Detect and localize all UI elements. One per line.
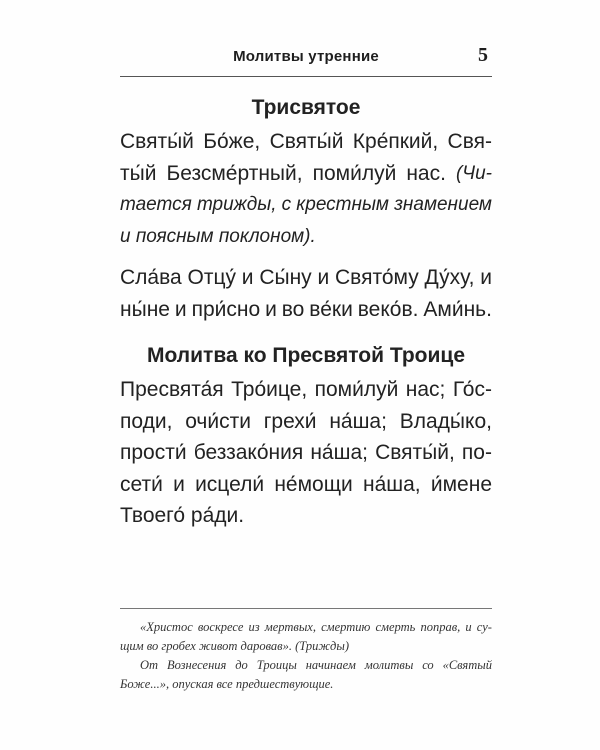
text-line: [120, 374, 492, 406]
word: Безсме́ртный,: [166, 161, 303, 185]
word: и́мене: [430, 472, 492, 496]
text-line: [120, 437, 492, 469]
word: Пресвята́я: [120, 378, 224, 401]
rubric-word: тается: [120, 194, 192, 215]
word: при́сно: [191, 297, 261, 321]
rubric-word: знамением: [394, 194, 492, 215]
footnote-paschal: [120, 618, 492, 656]
word: из: [248, 620, 260, 634]
word: Тро́ице,: [231, 378, 308, 401]
paragraph-slava: [120, 262, 492, 325]
word: мертвых,: [264, 620, 316, 634]
word: Сла́ва: [120, 266, 182, 289]
rubric-line: [120, 189, 492, 221]
word: смертию: [321, 620, 371, 634]
word: очи́сти: [185, 409, 251, 433]
word: на́ша;: [329, 409, 387, 433]
page-number: 5: [478, 44, 488, 66]
word: «Святый: [442, 658, 492, 672]
word: Святы́й: [269, 130, 344, 153]
word: Ду́ху,: [424, 266, 475, 289]
word: От: [140, 658, 159, 672]
word: грехи́: [263, 409, 317, 433]
word: Кре́пкий,: [352, 130, 439, 153]
footnote-rule: [120, 608, 492, 609]
word: Святы́й: [120, 130, 194, 153]
word: и: [241, 266, 254, 289]
word: Сы́ну: [259, 266, 312, 289]
word: беззако́ния: [193, 441, 304, 464]
word: на́ша;: [310, 441, 368, 464]
footnote-line: [120, 637, 492, 656]
rubric-word: (Чи-: [455, 162, 492, 184]
word: сети́: [120, 472, 163, 496]
word: прости́: [120, 441, 187, 464]
paragraph-troitse: [120, 374, 492, 532]
word: Святы́й,: [375, 441, 455, 464]
footnote-line: [120, 656, 492, 675]
word: Влады́ко,: [399, 409, 492, 433]
word: поди,: [120, 409, 173, 433]
heading-troitse: Молитва ко Пресвятой Троице: [146, 344, 466, 367]
word: «Христос: [140, 620, 193, 634]
word: поми́луй: [312, 161, 397, 185]
word: и: [265, 297, 277, 321]
text-line: [120, 469, 492, 501]
word: со: [422, 658, 434, 672]
paragraph-trisvyatoe: [120, 126, 492, 252]
running-head: [120, 44, 492, 78]
word: Бо́же,: [203, 130, 261, 153]
word: и: [480, 266, 492, 289]
rubric-text: и поясным поклоном).: [120, 225, 316, 247]
word: су-: [476, 620, 492, 634]
running-head-title: Молитвы утренние: [233, 48, 379, 65]
word: веко́в.: [357, 297, 419, 321]
word: воскресе: [197, 620, 244, 634]
word: и: [465, 620, 472, 634]
word: нас;: [405, 378, 446, 401]
word: ве́ки: [309, 297, 353, 321]
word: смерть: [375, 620, 416, 634]
word: и: [317, 266, 330, 289]
rubric-word: крестным: [296, 194, 389, 215]
text-line: [120, 126, 492, 158]
rubric-line: [120, 221, 492, 253]
footnote-text: Боже...», опуская все предшествующие.: [120, 677, 334, 691]
word: Отцу́: [187, 266, 236, 289]
text-line: [120, 406, 492, 438]
text-line: [120, 262, 492, 294]
word: во: [281, 297, 305, 321]
word: поми́луй: [314, 378, 399, 401]
word: и: [174, 297, 187, 321]
word: не́мощи: [274, 472, 353, 496]
text-line: [120, 500, 492, 532]
word: Го́с-: [452, 378, 492, 401]
footnote-line: [120, 618, 492, 637]
text-line: [120, 294, 492, 326]
word: по-: [461, 441, 492, 464]
word: ты́й: [120, 161, 157, 185]
word: Свято́му: [335, 266, 419, 289]
word: Ами́нь.: [423, 297, 492, 321]
rubric-word: с: [281, 194, 292, 215]
word: молитвы: [364, 658, 414, 672]
text-line: [120, 158, 492, 190]
word: нас.: [406, 161, 446, 185]
heading-trisvyatoe: Трисвятое: [251, 96, 361, 119]
line-text: Твоего́ ра́ди.: [120, 504, 245, 527]
word: до: [235, 658, 248, 672]
footnote-text: щим во гробех живот даровав». (Трижды): [120, 639, 349, 653]
word: Вознесения: [166, 658, 227, 672]
footnote-line: [120, 675, 492, 694]
word: начинаем: [305, 658, 356, 672]
footnote-ascension: [120, 656, 492, 694]
word: на́ша,: [362, 472, 421, 496]
word: и: [173, 472, 185, 496]
word: исцели́: [195, 472, 265, 496]
word: ны́не: [120, 297, 170, 321]
word: Троицы: [256, 658, 297, 672]
header-rule: [120, 76, 492, 77]
rubric-word: трижды,: [196, 194, 277, 215]
word: поправ,: [420, 620, 461, 634]
word: Свя-: [447, 130, 492, 153]
